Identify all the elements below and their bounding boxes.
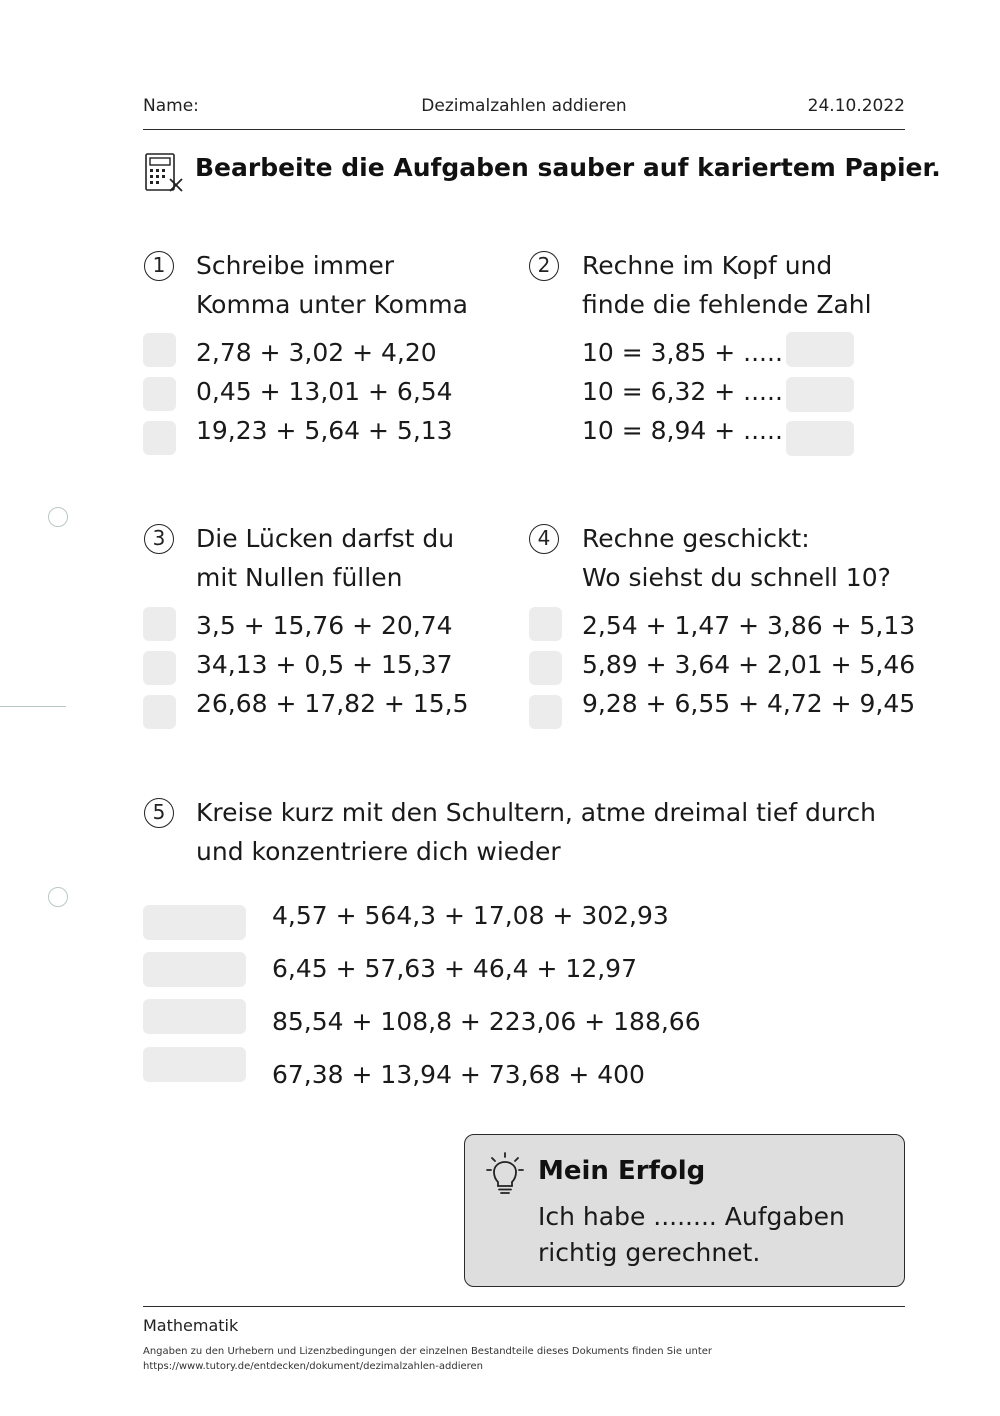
answer-box-3-2[interactable]: [143, 651, 176, 685]
success-title: Mein Erfolg: [538, 1156, 706, 1186]
task-1-2: 0,45 + 13,01 + 6,54: [196, 377, 453, 406]
section-number-3: 3: [144, 524, 174, 554]
task-5-3: 85,54 + 108,8 + 223,06 + 188,66: [272, 1007, 701, 1036]
document-date: 24.10.2022: [807, 96, 905, 116]
task-2-2: 10 = 6,32 + .....: [582, 377, 783, 406]
lightbulb-icon: [484, 1151, 526, 1197]
section-number-4: 4: [529, 524, 559, 554]
answer-box-4-1[interactable]: [529, 607, 562, 641]
answer-box-1-2[interactable]: [143, 377, 176, 411]
answer-box-4-3[interactable]: [529, 695, 562, 729]
punch-hole-top: [48, 507, 68, 527]
section-title-4-line-2: Wo siehst du schnell 10?: [582, 563, 891, 592]
task-4-1: 2,54 + 1,47 + 3,86 + 5,13: [582, 611, 916, 640]
task-3-3: 26,68 + 17,82 + 15,5: [196, 689, 469, 718]
answer-box-5-1[interactable]: [143, 905, 246, 940]
task-2-3: 10 = 8,94 + .....: [582, 416, 783, 445]
section-title-1-line-1: Schreibe immer: [196, 251, 395, 280]
name-label: Name:: [143, 96, 199, 116]
task-3-1: 3,5 + 15,76 + 20,74: [196, 611, 453, 640]
answer-box-1-1[interactable]: [143, 333, 176, 367]
answer-box-3-1[interactable]: [143, 607, 176, 641]
header-rule: [143, 129, 905, 130]
document-title: Dezimalzahlen addieren: [421, 96, 627, 116]
task-4-3: 9,28 + 6,55 + 4,72 + 9,45: [582, 689, 916, 718]
answer-box-5-3[interactable]: [143, 999, 246, 1034]
calculator-icon: [144, 152, 186, 194]
answer-box-3-3[interactable]: [143, 695, 176, 729]
answer-box-5-4[interactable]: [143, 1047, 246, 1082]
section-title-5-line-2: und konzentriere dich wieder: [196, 837, 561, 866]
instruction-text: Bearbeite die Aufgaben sauber auf kariertem Papier.: [195, 153, 941, 182]
punch-hole-bottom: [48, 887, 68, 907]
section-title-2-line-2: finde die fehlende Zahl: [582, 290, 872, 319]
success-line-1: Ich habe ........ Aufgaben: [538, 1202, 845, 1231]
footer-rule: [143, 1306, 905, 1307]
footer-credits-url[interactable]: https://www.tutory.de/entdecken/dokument/dezimalzahlen-addieren: [143, 1361, 484, 1372]
success-line-2: richtig gerechnet.: [538, 1238, 761, 1267]
answer-box-2-2[interactable]: [786, 377, 854, 412]
section-title-2-line-1: Rechne im Kopf und: [582, 251, 833, 280]
fold-mark: [0, 706, 66, 707]
task-4-2: 5,89 + 3,64 + 2,01 + 5,46: [582, 650, 916, 679]
answer-box-1-3[interactable]: [143, 421, 176, 455]
footer-credits-line-1: Angaben zu den Urhebern und Lizenzbedingungen der einzelnen Bestandteile dieses Dokuments finden Sie unter: [143, 1346, 713, 1357]
task-2-1: 10 = 3,85 + .....: [582, 338, 783, 367]
section-number-2: 2: [529, 251, 559, 281]
answer-box-2-1[interactable]: [786, 332, 854, 367]
section-title-5-line-1: Kreise kurz mit den Schultern, atme dreimal tief durch: [196, 798, 877, 827]
task-1-1: 2,78 + 3,02 + 4,20: [196, 338, 437, 367]
task-5-1: 4,57 + 564,3 + 17,08 + 302,93: [272, 901, 669, 930]
answer-box-5-2[interactable]: [143, 952, 246, 987]
task-1-3: 19,23 + 5,64 + 5,13: [196, 416, 453, 445]
answer-box-4-2[interactable]: [529, 651, 562, 685]
section-title-4-line-1: Rechne geschickt:: [582, 524, 810, 553]
section-number-1: 1: [144, 251, 174, 281]
answer-box-2-3[interactable]: [786, 421, 854, 456]
footer-subject: Mathematik: [143, 1316, 239, 1335]
section-title-3-line-1: Die Lücken darfst du: [196, 524, 455, 553]
section-number-5: 5: [144, 798, 174, 828]
section-title-3-line-2: mit Nullen füllen: [196, 563, 403, 592]
task-5-4: 67,38 + 13,94 + 73,68 + 400: [272, 1060, 645, 1089]
task-3-2: 34,13 + 0,5 + 15,37: [196, 650, 453, 679]
section-title-1-line-2: Komma unter Komma: [196, 290, 468, 319]
task-5-2: 6,45 + 57,63 + 46,4 + 12,97: [272, 954, 637, 983]
